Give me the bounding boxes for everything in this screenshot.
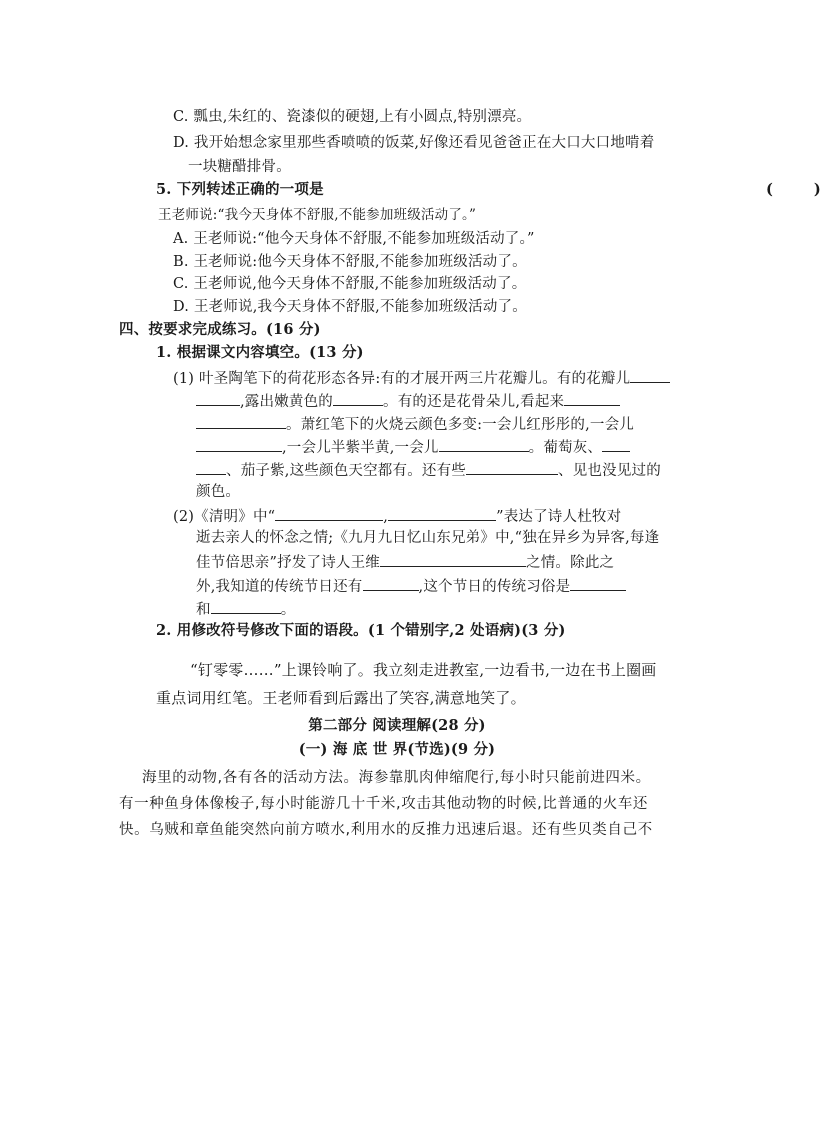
- q5-quote: 王老师说:“我今天身体不舒服,不能参加班级活动了。”: [158, 207, 477, 223]
- fill-p1-text-2a: ,露出嫩黄色的: [240, 394, 334, 410]
- fill-p2-text-5a: 和: [196, 602, 211, 618]
- fill-p2-line4: [196, 575, 626, 597]
- q2-text-line1[interactable]: “钉零零……”上课铃响了。我立刻走进教室,一边看书,一边在书上圈画: [190, 661, 657, 679]
- section4-heading: 四、按要求完成练习。(16 分): [119, 321, 321, 338]
- fill-p2-text-3a: 佳节倍思亲”抒发了诗人王维: [196, 555, 381, 571]
- blank-p1-3b[interactable]: [196, 413, 286, 429]
- passage-line1: 海里的动物,各有各的活动方法。海参靠肌肉伸缩爬行,每小时只能前进四米。: [142, 770, 651, 786]
- blank-p1-1a[interactable]: [630, 367, 670, 383]
- fill-p2-text-3b: 之情。除此之: [526, 555, 615, 571]
- part2-heading: 第二部分 阅读理解(28 分): [308, 717, 486, 734]
- fill-p1-text-4a: ,一会儿半紫半黄,一会儿: [282, 440, 439, 456]
- fill-p1-text-4b: 。葡萄灰、: [528, 440, 603, 456]
- fill-p1-text-5b: 、见也没见过的: [558, 463, 661, 479]
- passage-line2: 有一种鱼身体像梭子,每小时能游几十千米,攻击其他动物的时候,比普通的火车还: [119, 796, 649, 812]
- q5-option-b[interactable]: B. 王老师说:他今天身体不舒服,不能参加班级活动了。: [173, 254, 527, 270]
- fill-p2-text-1a: (2)《清明》中“: [173, 509, 276, 525]
- fill-p1-text-2b: 。有的还是花骨朵儿,看起来: [383, 394, 565, 410]
- fill-p1-line6: 颜色。: [196, 484, 241, 500]
- fill-p1-line2: [196, 390, 620, 412]
- passage-line3: 快。乌贼和章鱼能突然向前方喷水,利用水的反推力迅速后退。还有些贝类自己不: [119, 822, 653, 838]
- blank-p1-4[interactable]: [196, 436, 282, 452]
- fill-p1-line5: [196, 459, 661, 481]
- fill-p2-text-4b: ,这个节日的传统习俗是: [418, 579, 571, 595]
- fill-p1-text-5a: 、茄子紫,这些颜色天空都有。还有些: [226, 463, 467, 479]
- blank-p2-5[interactable]: [570, 575, 626, 591]
- blank-p1-7[interactable]: [466, 459, 558, 475]
- fill-p2-line2: 逝去亲人的怀念之情;《九月九日忆山东兄弟》中,“独在异乡为异客,每逢: [196, 530, 660, 546]
- fill-p2-line3: [196, 551, 614, 573]
- q5-option-c[interactable]: C. 王老师说,他今天身体不舒服,不能参加班级活动了。: [173, 276, 527, 292]
- blank-p1-6b[interactable]: [196, 459, 226, 475]
- q5-option-a[interactable]: A. 王老师说:“他今天身体不舒服,不能参加班级活动了。”: [173, 231, 535, 247]
- fill-p2-line1: [173, 505, 621, 527]
- q4-option-d-line1: D. 我开始想念家里那些香喷喷的饭菜,好像还看见爸爸正在大口大口地啃着: [173, 135, 655, 151]
- fill-p2-text-1b: ,: [383, 509, 389, 525]
- q5-option-d[interactable]: D. 王老师说,我今天身体不舒服,不能参加班级活动了。: [173, 299, 527, 315]
- q2-text-line2[interactable]: 重点词用红笔。王老师看到后露出了笑容,满意地笑了。: [156, 689, 526, 707]
- blank-p1-1b[interactable]: [196, 390, 240, 406]
- blank-p1-2[interactable]: [333, 390, 383, 406]
- fill-p2-text-4a: 外,我知道的传统节日还有: [196, 579, 363, 595]
- fill-p1-line1: [173, 367, 670, 389]
- blank-p2-6[interactable]: [211, 598, 281, 614]
- section4-q2-heading: 2. 用修改符号修改下面的语段。(1 个错别字,2 处语病)(3 分): [156, 622, 566, 639]
- fill-p1-text-1: (1) 叶圣陶笔下的荷花形态各异:有的才展开两三片花瓣儿。有的花瓣儿: [173, 371, 631, 387]
- fill-p2-text-1c: ”表达了诗人杜牧对: [496, 509, 622, 525]
- q5-stem: [156, 180, 839, 200]
- blank-p1-3a[interactable]: [564, 390, 620, 406]
- blank-p2-2[interactable]: [388, 505, 496, 521]
- blank-p2-3[interactable]: [380, 551, 526, 567]
- fill-p2-text-5b: 。: [280, 602, 296, 618]
- section4-q1-heading: 1. 根据课文内容填空。(13 分): [156, 344, 364, 361]
- blank-p1-5[interactable]: [439, 436, 529, 452]
- blank-p1-6a[interactable]: [602, 436, 630, 452]
- fill-p1-text-3: 。萧红笔下的火烧云颜色多变:一会儿红彤彤的,一会儿: [286, 417, 634, 433]
- part2-subheading: (一) 海 底 世 界(节选)(9 分): [298, 741, 496, 758]
- q5-answer-paren[interactable]: ( ): [766, 181, 839, 198]
- q5-stem-text: 5. 下列转述正确的一项是: [156, 181, 324, 198]
- blank-p2-4[interactable]: [363, 575, 419, 591]
- blank-p2-1[interactable]: [275, 505, 383, 521]
- q4-option-d-line2: 一块糖醋排骨。: [188, 159, 291, 175]
- q4-option-c: C. 瓢虫,朱红的、瓷漆似的硬翅,上有小圆点,特别漂亮。: [173, 109, 532, 125]
- fill-p1-line3: [196, 413, 634, 435]
- fill-p2-line5: [196, 598, 295, 620]
- fill-p1-line4: [196, 436, 630, 458]
